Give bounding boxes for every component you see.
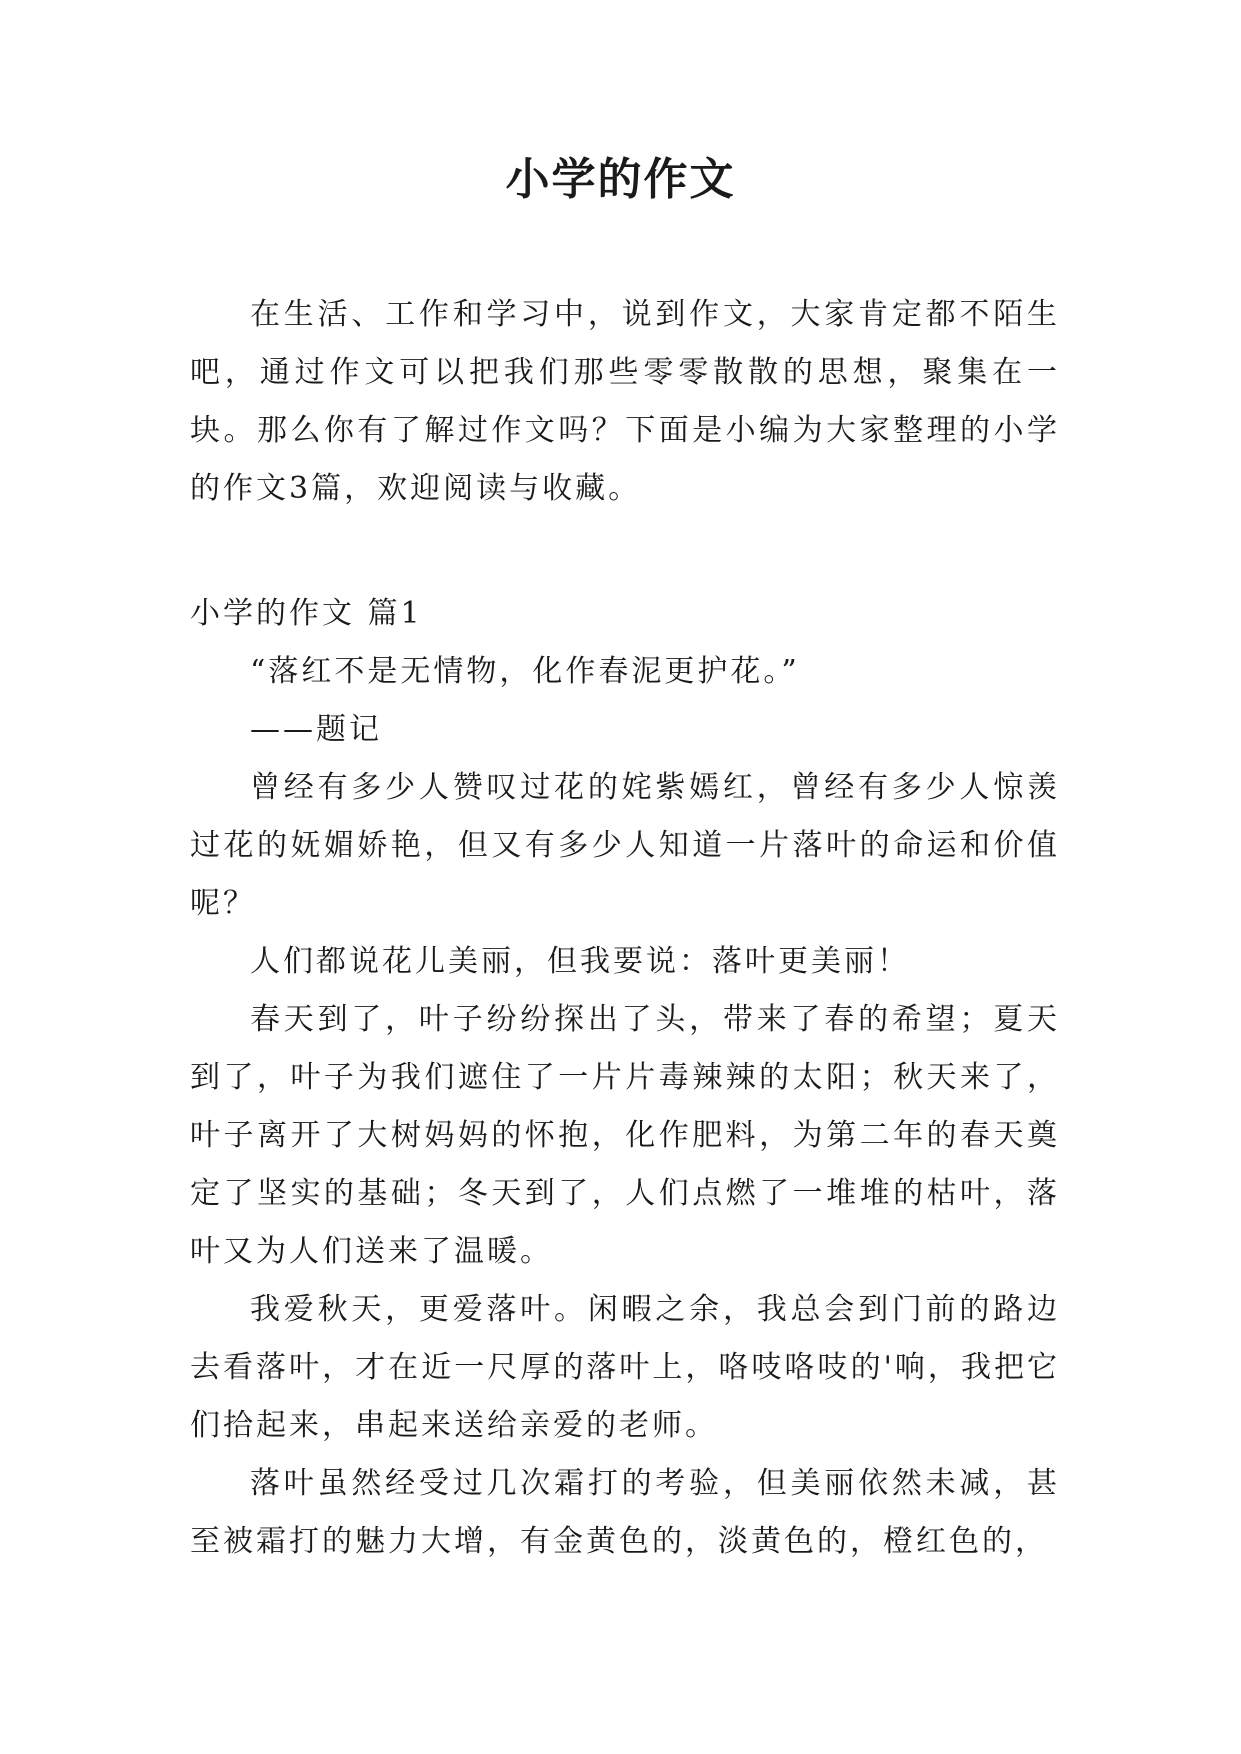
document-title: 小学的作文 <box>505 154 736 205</box>
section-heading: 小学的作文 篇1 <box>190 596 423 631</box>
epigraph-quote: “落红不是无情物，化作春泥更护花。” <box>250 654 800 689</box>
body-paragraph: 我爱秋天，更爱落叶。闲暇之余，我总会到门前的路边去看落叶，才在近一尺厚的落叶上，咯吱咯吱的'响，我把它们拾起来，串起来送给亲爱的老师。 <box>190 1292 1060 1443</box>
epigraph-attribution: ——题记 <box>250 712 382 747</box>
body-paragraph: 春天到了，叶子纷纷探出了头，带来了春的希望；夏天到了，叶子为我们遮住了一片片毒辣辣的太阳；秋天来了，叶子离开了大树妈妈的怀抱，化作肥料，为第二年的春天奠定了坚实的基础；冬天到了，人们点燃了一堆堆的枯叶，落叶又为人们送来了温暖。 <box>190 1002 1060 1269</box>
intro-paragraph: 在生活、工作和学习中，说到作文，大家肯定都不陌生吧，通过作文可以把我们那些零零散散的思想，聚集在一块。那么你有了解过作文吗？下面是小编为大家整理的小学的作文3篇，欢迎阅读与收藏。 <box>190 297 1060 506</box>
intro-block <box>190 286 1060 518</box>
body-paragraph: 落叶虽然经受过几次霜打的考验，但美丽依然未减，甚至被霜打的魅力大增，有金黄色的，淡黄色的，橙红色的， <box>190 1466 1060 1559</box>
body-paragraph: 人们都说花儿美丽，但我要说：落叶更美丽！ <box>250 944 910 979</box>
essay-section <box>190 585 1060 1571</box>
body-paragraph: 曾经有多少人赞叹过花的姹紫嫣红，曾经有多少人惊羡过花的妩媚娇艳，但又有多少人知道一片落叶的命运和价值呢？ <box>190 770 1060 921</box>
